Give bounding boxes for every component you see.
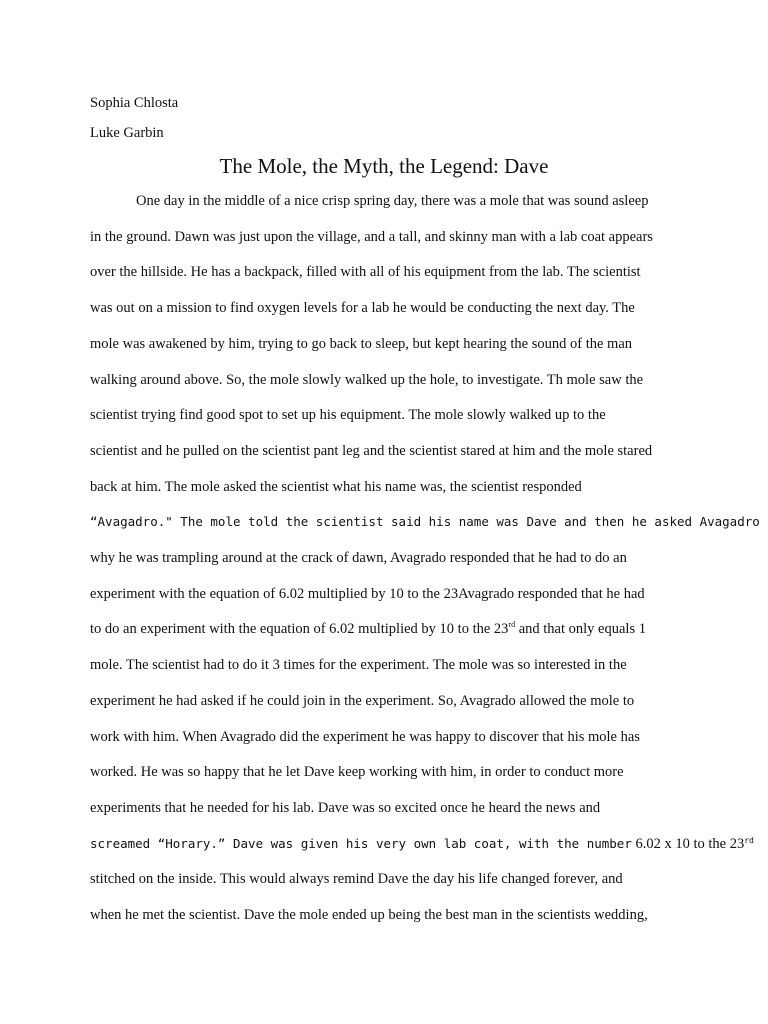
author-name: Luke Garbin	[90, 125, 164, 141]
author-name: Sophia Chlosta	[90, 95, 179, 111]
body-line-text: and that only equals 1	[515, 621, 646, 638]
body-line-text: when he met the scientist. Dave the mole ended up being the best man in the scientists wedding,	[90, 907, 648, 923]
body-line	[90, 513, 760, 531]
body-line-text: “Avagadro." The mole told the scientist said his name was Dave and then he asked Avagadro	[90, 514, 760, 530]
body-line-text: to do an experiment with the equation of 6.02 multiplied by 10 to the 23	[90, 621, 509, 638]
body-line	[90, 228, 653, 246]
body-line	[136, 192, 648, 210]
body-line	[90, 335, 632, 353]
ordinal-superscript: rd	[508, 620, 516, 630]
body-line-text: scientist and he pulled on the scientist pant leg and the scientist stared at him and the mole stared	[90, 442, 653, 459]
body-line-text: mole. The scientist had to do it 3 times for the experiment. The mole was so interested in the	[90, 657, 627, 674]
body-line	[90, 692, 634, 710]
body-line	[90, 906, 648, 924]
body-line-text: worked. He was so happy that he let Dave keep working with him, in order to conduct more	[90, 764, 624, 781]
body-line	[90, 406, 606, 424]
body-line-text: work with him. When Avagrado did the experiment he was happy to discover that his mole has	[90, 728, 640, 745]
body-line	[90, 299, 635, 317]
body-line	[90, 728, 640, 746]
body-line-text: was out on a mission to find oxygen levels for a lab he would be conducting the next day. The	[90, 300, 635, 317]
body-line	[90, 835, 754, 853]
body-line-text: back at him. The mole asked the scientist what his name was, the scientist responded	[90, 478, 582, 495]
body-line-text: walking around above. So, the mole slowly walked up the hole, to investigate. Th mole saw the	[90, 371, 644, 388]
body-line	[90, 870, 623, 888]
body-line-text: in the ground. Dawn was just upon the village, and a tall, and skinny man with a lab coat appears	[90, 228, 653, 245]
body-line-text: scientist trying find good spot to set up his equipment. The mole slowly walked up to the	[90, 407, 606, 424]
body-line	[90, 442, 652, 460]
document-title: The Mole, the Myth, the Legend: Dave	[219, 154, 549, 178]
body-line	[90, 620, 646, 638]
body-line	[90, 763, 624, 781]
body-line	[90, 799, 600, 817]
body-line-text: experiment with the equation of 6.02 multiplied by 10 to the 23Avagrado responded that he had	[90, 585, 645, 602]
body-line	[90, 549, 627, 567]
body-line-text: 6.02 x 10 to the 23	[631, 835, 745, 852]
body-line-text: mole was awakened by him, trying to go back to sleep, but kept hearing the sound of the man	[90, 335, 633, 352]
body-line	[90, 585, 645, 603]
body-line-text: screamed “Horary.” Dave was given his very own lab coat, with the number	[90, 835, 632, 851]
body-line-text: why he was trampling around at the crack of dawn, Avagrado responded that he had to do an	[90, 550, 627, 566]
body-line-text: experiments that he needed for his lab. Dave was so excited once he heard the news and	[90, 799, 601, 816]
body-line	[90, 371, 643, 389]
body-line-text: over the hillside. He has a backpack, filled with all of his equipment from the lab. The scientist	[90, 264, 641, 281]
body-line	[90, 478, 582, 496]
body-line-text: One day in the middle of a nice crisp spring day, there was a mole that was sound asleep	[136, 193, 649, 209]
ordinal-superscript: rd	[744, 835, 754, 845]
body-line-text: stitched on the inside. This would always remind Dave the day his life changed forever, and	[90, 871, 623, 888]
body-line	[90, 263, 641, 281]
body-line-text: experiment he had asked if he could join in the experiment. So, Avagrado allowed the mole to	[90, 692, 635, 709]
body-line	[90, 656, 627, 674]
